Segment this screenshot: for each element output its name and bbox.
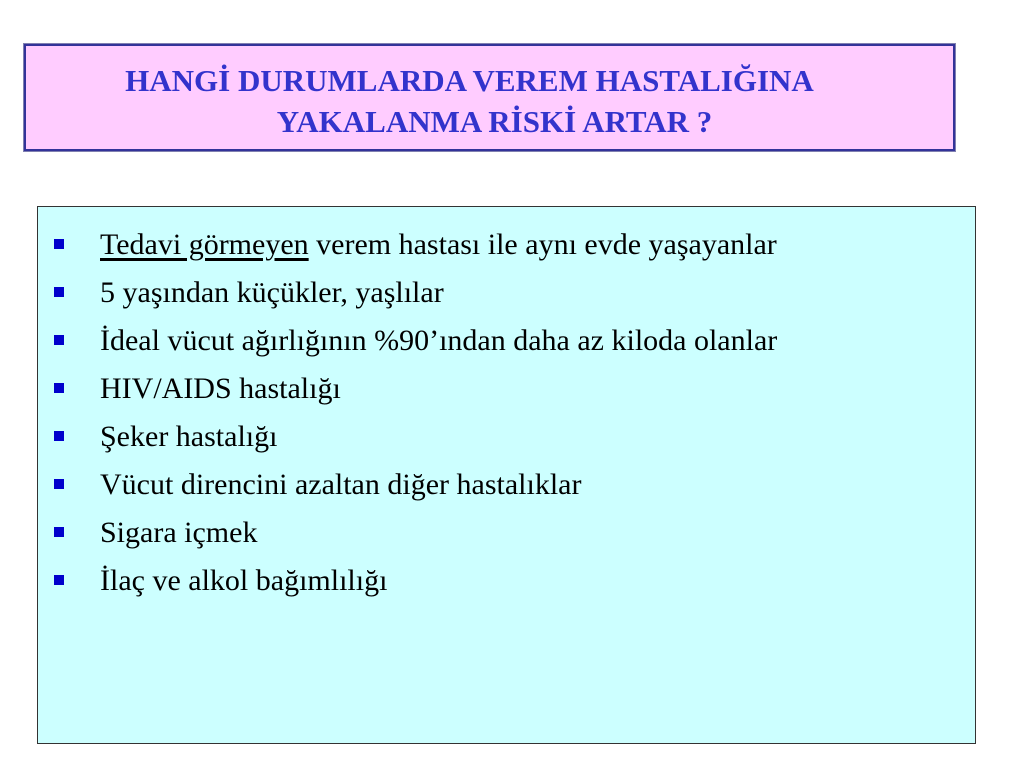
square-bullet-icon xyxy=(54,335,64,345)
list-item-text: İlaç ve alkol bağımlılığı xyxy=(100,564,388,597)
list-item-text: 5 yaşından küçükler, yaşlılar xyxy=(100,276,444,309)
square-bullet-icon xyxy=(54,287,64,297)
list-item xyxy=(38,317,975,365)
list-item-text: Sigara içmek xyxy=(100,516,258,549)
square-bullet-icon xyxy=(54,527,64,537)
square-bullet-icon xyxy=(54,575,64,585)
list-item-text: Şeker hastalığı xyxy=(100,420,278,453)
list-item xyxy=(38,509,975,557)
risk-factor-list xyxy=(38,221,975,605)
list-item-text: İdeal vücut ağırlığının %90’ından daha az kiloda olanlar xyxy=(100,324,778,357)
list-item xyxy=(38,413,975,461)
square-bullet-icon xyxy=(54,479,64,489)
slide-title xyxy=(26,60,953,142)
title-line-1: HANGİ DURUMLARDA VEREM HASTALIĞINA xyxy=(125,63,814,98)
list-item xyxy=(38,461,975,509)
title-line-2: YAKALANMA RİSKİ ARTAR ? xyxy=(276,104,713,139)
list-item-text: Vücut direncini azaltan diğer hastalıklar xyxy=(100,468,582,501)
list-item xyxy=(38,365,975,413)
title-box xyxy=(24,44,955,151)
content-box xyxy=(37,206,976,744)
list-item-text: verem hastası ile aynı evde yaşayanlar xyxy=(308,228,777,261)
list-item xyxy=(38,269,975,317)
list-item-text: HIV/AIDS hastalığı xyxy=(100,372,341,405)
list-item xyxy=(38,221,975,269)
square-bullet-icon xyxy=(54,383,64,393)
list-item xyxy=(38,557,975,605)
list-item-underlined-text: Tedavi görmeyen xyxy=(100,228,309,261)
square-bullet-icon xyxy=(54,431,64,441)
square-bullet-icon xyxy=(54,239,64,249)
